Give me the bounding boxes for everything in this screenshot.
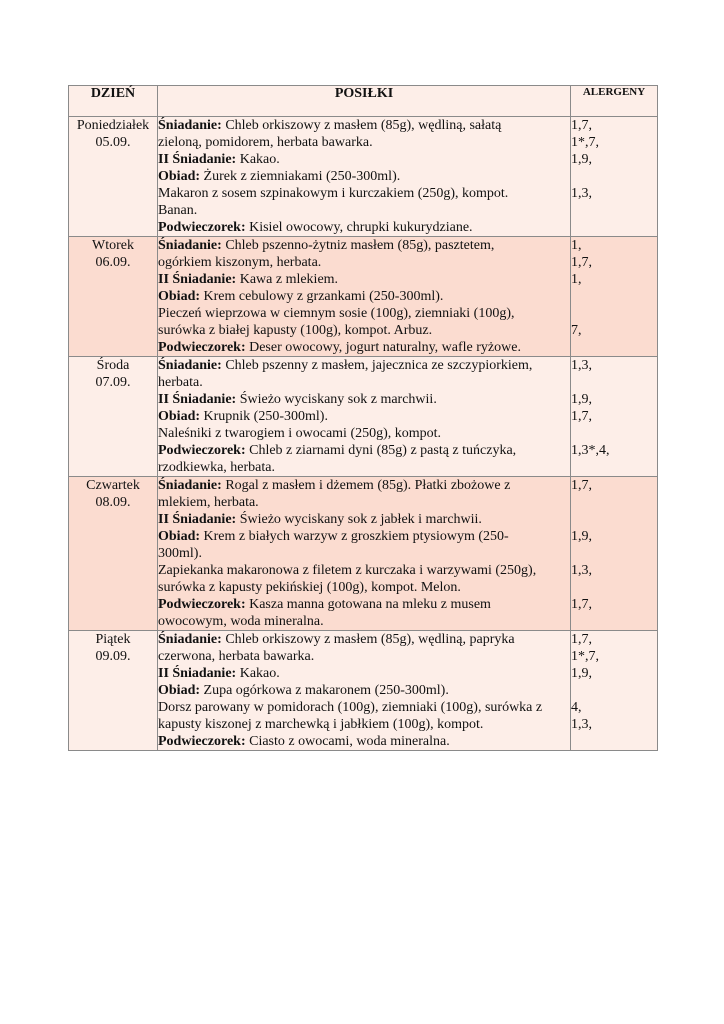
- meal-text: Krupnik (250-300ml).: [203, 409, 328, 424]
- meal-text: Makaron z sosem szpinakowym i kurczakiem (250g), kompot.: [158, 186, 509, 201]
- meal-line: [158, 459, 570, 476]
- allergen-entry: 7,: [571, 323, 582, 338]
- allergen-entry: 1*,7,: [571, 135, 599, 150]
- meal-text: Naleśniki z twarogiem i owocami (250g), kompot.: [158, 426, 442, 441]
- day-date: 09.09.: [95, 649, 131, 664]
- meal-line: [158, 185, 570, 202]
- weekly-menu-table: [68, 85, 658, 751]
- meal-line: [158, 545, 570, 562]
- meals-cell: [158, 357, 571, 477]
- meal-label: Obiad:: [158, 409, 201, 424]
- meal-label: Podwieczorek:: [158, 597, 246, 612]
- allergen-entry: 4,: [571, 700, 582, 715]
- meal-text: ogórkiem kiszonym, herbata.: [158, 255, 322, 270]
- allergen-entry: 1,9,: [571, 152, 592, 167]
- meals-cell: [158, 117, 571, 237]
- meal-text: Zapiekanka makaronowa z filetem z kurczaka i warzywami (250g),: [158, 563, 537, 578]
- day-name: Wtorek: [92, 238, 134, 253]
- meal-text: Kakao.: [239, 152, 280, 167]
- meal-text: Kawa z mlekiem.: [239, 272, 339, 287]
- allergen-entry: [571, 425, 657, 442]
- meal-text: Chleb orkiszowy z masłem (85g), wędliną, sałatą: [225, 118, 502, 133]
- meal-label: Podwieczorek:: [158, 443, 246, 458]
- day-date: 08.09.: [95, 495, 131, 510]
- meal-label: Obiad:: [158, 529, 201, 544]
- meal-label: II Śniadanie:: [158, 666, 237, 681]
- meal-line: [158, 648, 570, 665]
- table-header-row: [69, 86, 658, 117]
- allergen-entry: [571, 374, 657, 391]
- meals-column-header: POSIŁKI: [158, 86, 571, 117]
- day-cell: [69, 631, 158, 751]
- meal-text: Żurek z ziemniakami (250-300ml).: [203, 169, 401, 184]
- meal-text: surówka z kapusty pekińskiej (100g), kompot. Melon.: [158, 580, 461, 595]
- meal-label: Śniadanie:: [158, 238, 222, 253]
- day-name: Piątek: [95, 632, 131, 647]
- meals-cell: [158, 631, 571, 751]
- meal-line: [158, 682, 570, 699]
- meal-line: [158, 699, 570, 716]
- allergens-cell: [571, 477, 658, 631]
- allergen-entry: 1,7,: [571, 255, 592, 270]
- meal-line: [158, 237, 570, 254]
- meal-line: [158, 219, 570, 236]
- meal-line: [158, 134, 570, 151]
- meals-cell: [158, 237, 571, 357]
- meal-line: [158, 305, 570, 322]
- meal-line: [158, 716, 570, 733]
- meal-text: Krem z białych warzyw z groszkiem ptysiowym (250-: [203, 529, 509, 544]
- allergen-entry: 1,3,: [571, 358, 592, 373]
- meal-text: kapusty kiszonej z marchewką i jabłkiem (100g), kompot.: [158, 717, 484, 732]
- day-date: 05.09.: [95, 135, 131, 150]
- day-name: Czwartek: [86, 478, 140, 493]
- allergen-entry: [571, 305, 657, 322]
- allergen-entry: 1,: [571, 272, 582, 287]
- meal-text: mlekiem, herbata.: [158, 495, 259, 510]
- meal-line: [158, 357, 570, 374]
- meal-line: [158, 579, 570, 596]
- table-row: [69, 237, 658, 357]
- meal-line: [158, 425, 570, 442]
- meal-label: II Śniadanie:: [158, 512, 237, 527]
- meal-line: [158, 339, 570, 356]
- allergen-entry: 1,7,: [571, 597, 592, 612]
- meal-text: herbata.: [158, 375, 203, 390]
- meal-text: Kisiel owocowy, chrupki kukurydziane.: [249, 220, 473, 235]
- meal-line: [158, 562, 570, 579]
- meal-line: [158, 254, 570, 271]
- meal-text: Deser owocowy, jogurt naturalny, wafle ryżowe.: [249, 340, 521, 355]
- meal-label: Śniadanie:: [158, 478, 222, 493]
- meal-line: [158, 168, 570, 185]
- meal-label: II Śniadanie:: [158, 392, 237, 407]
- allergen-entry: [571, 288, 657, 305]
- meal-line: [158, 631, 570, 648]
- meal-text: Ciasto z owocami, woda mineralna.: [249, 734, 450, 749]
- allergen-entry: [571, 682, 657, 699]
- meal-line: [158, 596, 570, 613]
- allergen-entry: [571, 545, 657, 562]
- meal-text: Rogal z masłem i dżemem (85g). Płatki zbożowe z: [225, 478, 511, 493]
- meal-line: [158, 374, 570, 391]
- allergen-entry: 1,7,: [571, 118, 592, 133]
- meal-label: Śniadanie:: [158, 358, 222, 373]
- meal-line: [158, 733, 570, 750]
- meal-line: [158, 494, 570, 511]
- meal-text: rzodkiewka, herbata.: [158, 460, 275, 475]
- table-row: [69, 357, 658, 477]
- table-row: [69, 631, 658, 751]
- meal-text: 300ml).: [158, 546, 202, 561]
- allergen-entry: 1,3,: [571, 717, 592, 732]
- meal-label: Śniadanie:: [158, 632, 222, 647]
- meal-text: Chleb pszenno-żytniz masłem (85g), pasztetem,: [225, 238, 495, 253]
- day-column-header: DZIEŃ: [69, 86, 158, 117]
- meal-line: [158, 408, 570, 425]
- meal-label: Obiad:: [158, 289, 201, 304]
- meal-line: [158, 322, 570, 339]
- allergens-cell: [571, 357, 658, 477]
- meal-line: [158, 391, 570, 408]
- meal-label: Podwieczorek:: [158, 340, 246, 355]
- meal-text: Chleb orkiszowy z masłem (85g), wędliną, papryka: [225, 632, 515, 647]
- meal-label: Śniadanie:: [158, 118, 222, 133]
- day-name: Środa: [96, 358, 130, 373]
- table-row: [69, 117, 658, 237]
- day-cell: [69, 237, 158, 357]
- day-cell: [69, 357, 158, 477]
- allergen-entry: [571, 579, 657, 596]
- allergens-cell: [571, 237, 658, 357]
- meal-label: Obiad:: [158, 169, 201, 184]
- allergens-cell: [571, 631, 658, 751]
- allergens-column-header: ALERGENY: [571, 86, 658, 117]
- meal-label: II Śniadanie:: [158, 272, 237, 287]
- allergen-entry: 1,9,: [571, 392, 592, 407]
- day-cell: [69, 477, 158, 631]
- meals-cell: [158, 477, 571, 631]
- meal-text: czerwona, herbata bawarka.: [158, 649, 315, 664]
- meal-line: [158, 528, 570, 545]
- meal-text: Kakao.: [239, 666, 280, 681]
- meal-text: zieloną, pomidorem, herbata bawarka.: [158, 135, 373, 150]
- meal-text: Chleb pszenny z masłem, jajecznica ze szczypiorkiem,: [225, 358, 533, 373]
- allergen-entry: 1,7,: [571, 478, 592, 493]
- day-cell: [69, 117, 158, 237]
- allergen-entry: 1,: [571, 238, 582, 253]
- meal-text: Kasza manna gotowana na mleku z musem: [249, 597, 491, 612]
- meal-text: Banan.: [158, 203, 198, 218]
- meal-label: Obiad:: [158, 683, 201, 698]
- meal-line: [158, 613, 570, 630]
- meal-line: [158, 202, 570, 219]
- allergen-entry: [571, 511, 657, 528]
- allergen-entry: [571, 494, 657, 511]
- allergen-entry: 1,3,: [571, 186, 592, 201]
- meal-label: Podwieczorek:: [158, 220, 246, 235]
- meal-line: [158, 151, 570, 168]
- allergens-cell: [571, 117, 658, 237]
- meal-text: Świeżo wyciskany sok z marchwii.: [239, 392, 437, 407]
- day-date: 07.09.: [95, 375, 131, 390]
- meal-line: [158, 442, 570, 459]
- meal-text: Zupa ogórkowa z makaronem (250-300ml).: [203, 683, 449, 698]
- meal-label: Podwieczorek:: [158, 734, 246, 749]
- meal-line: [158, 271, 570, 288]
- allergen-entry: 1,7,: [571, 632, 592, 647]
- meal-text: Świeżo wyciskany sok z jabłek i marchwii.: [239, 512, 482, 527]
- meal-text: Pieczeń wieprzowa w ciemnym sosie (100g), ziemniaki (100g),: [158, 306, 515, 321]
- meal-line: [158, 665, 570, 682]
- meal-text: owocowym, woda mineralna.: [158, 614, 324, 629]
- meal-line: [158, 288, 570, 305]
- allergen-entry: 1,7,: [571, 409, 592, 424]
- meal-line: [158, 511, 570, 528]
- meal-text: surówka z białej kapusty (100g), kompot. Arbuz.: [158, 323, 433, 338]
- meal-text: Dorsz parowany w pomidorach (100g), ziemniaki (100g), surówka z: [158, 700, 543, 715]
- allergen-entry: 1,3*,4,: [571, 443, 610, 458]
- day-name: Poniedziałek: [76, 118, 150, 133]
- meal-text: Krem cebulowy z grzankami (250-300ml).: [203, 289, 444, 304]
- day-date: 06.09.: [95, 255, 131, 270]
- allergen-entry: 1,9,: [571, 529, 592, 544]
- meal-label: II Śniadanie:: [158, 152, 237, 167]
- meal-text: Chleb z ziarnami dyni (85g) z pastą z tuńczyka,: [249, 443, 517, 458]
- allergen-entry: [571, 168, 657, 185]
- allergen-entry: 1,9,: [571, 666, 592, 681]
- allergen-entry: 1*,7,: [571, 649, 599, 664]
- table-row: [69, 477, 658, 631]
- allergen-entry: 1,3,: [571, 563, 592, 578]
- meal-line: [158, 117, 570, 134]
- meal-line: [158, 477, 570, 494]
